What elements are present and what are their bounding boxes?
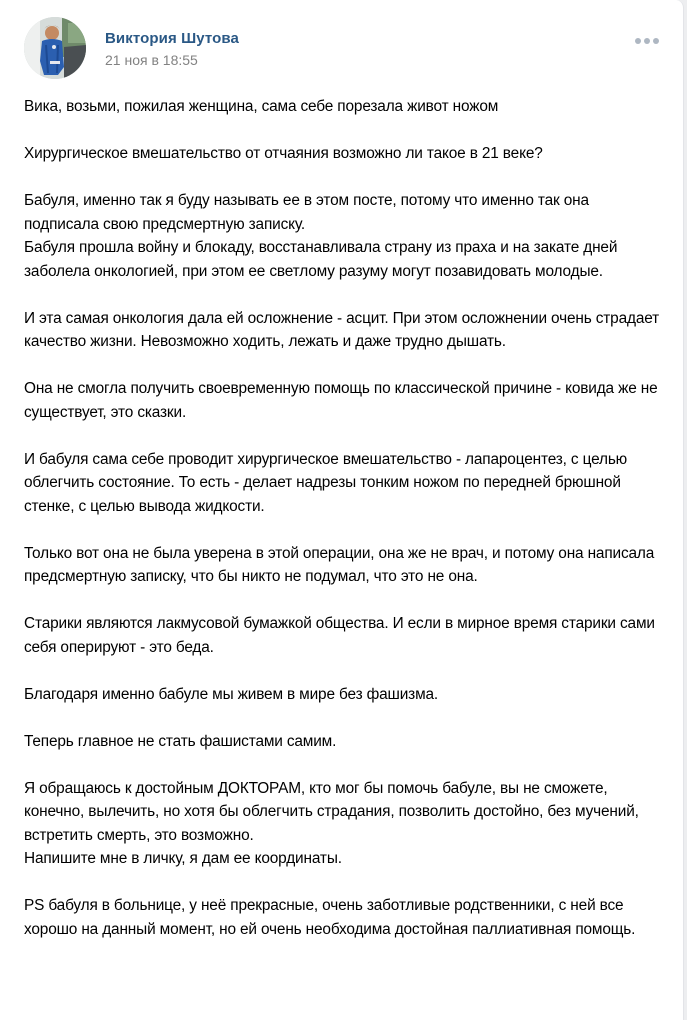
ellipsis-dot-icon [653, 38, 659, 44]
post-paragraph: Только вот она не была уверена в этой операции, она же не врач, и потому она написала предсмертную записку, что бы никто не подумал, что это не она. [24, 544, 655, 585]
post-paragraph: Вика, возьми, пожилая женщина, сама себе порезала живот ножом [24, 98, 499, 115]
post-paragraph: PS бабуля в больнице, у неё прекрасные, очень заботливые родственники, с ней все хорошо на данный момент, но ей очень необходима достойная паллиативная помощь. [24, 897, 636, 938]
ellipsis-dot-icon [644, 38, 650, 44]
post-date-link[interactable]: 21 ноя в 18:55 [105, 52, 198, 68]
post-paragraph: И бабуля сама себе проводит хирургическое вмешательство - лапароцентез, с целью облегчить состояние. То есть - делает надрезы тонким ножом по передней брюшной стенке, с целью вывода жидкости. [24, 450, 628, 515]
avatar-photo-icon [24, 17, 86, 79]
post-paragraph: Старики являются лакмусовой бумажкой общества. И если в мирное время старики сами себя оперируют - это беда. [24, 615, 655, 656]
post-paragraph: Хирургическое вмешательство от отчаяния возможно ли такое в 21 веке? [24, 145, 543, 162]
post-paragraph: Теперь главное не стать фашистами самим. [24, 732, 337, 750]
post-paragraph: Бабуля, именно так я буду называть ее в этом посте, потому что именно так она подписала свою предсмертную записку. Бабуля прошла войну и блокаду, восстанавливала страну из праха и на закате дней заболела онкологией, при этом ее светлому разуму могут позавидовать молодые. [24, 192, 618, 280]
post-paragraph: И эта самая онкология дала ей осложнение - асцит. При этом осложнении очень страдает качество жизни. Невозможно ходить, лежать и даже трудно дышать. [24, 309, 660, 350]
post-paragraph: Я обращаюсь к достойным ДОКТОРАМ, кто мог бы помочь бабуле, вы не сможете, конечно, вылечить, но хотя бы облегчить страдания, позволить достойно, без мучений, встретить смерть, это возможно. Напишите мне в личку, я дам ее координаты. [24, 779, 639, 867]
post-paragraph: Благодаря именно бабуле мы живем в мире без фашизма. [24, 685, 439, 703]
ellipsis-dot-icon [635, 38, 641, 44]
avatar[interactable] [24, 17, 86, 79]
author-name-link[interactable]: Виктория Шутова [105, 30, 239, 47]
post-text [24, 95, 664, 965]
post-paragraph: Она не смогла получить своевременную помощь по классической причине - ковида же не существует, это сказки. [24, 380, 658, 421]
more-options-button[interactable] [635, 37, 659, 45]
post-header [24, 17, 659, 81]
